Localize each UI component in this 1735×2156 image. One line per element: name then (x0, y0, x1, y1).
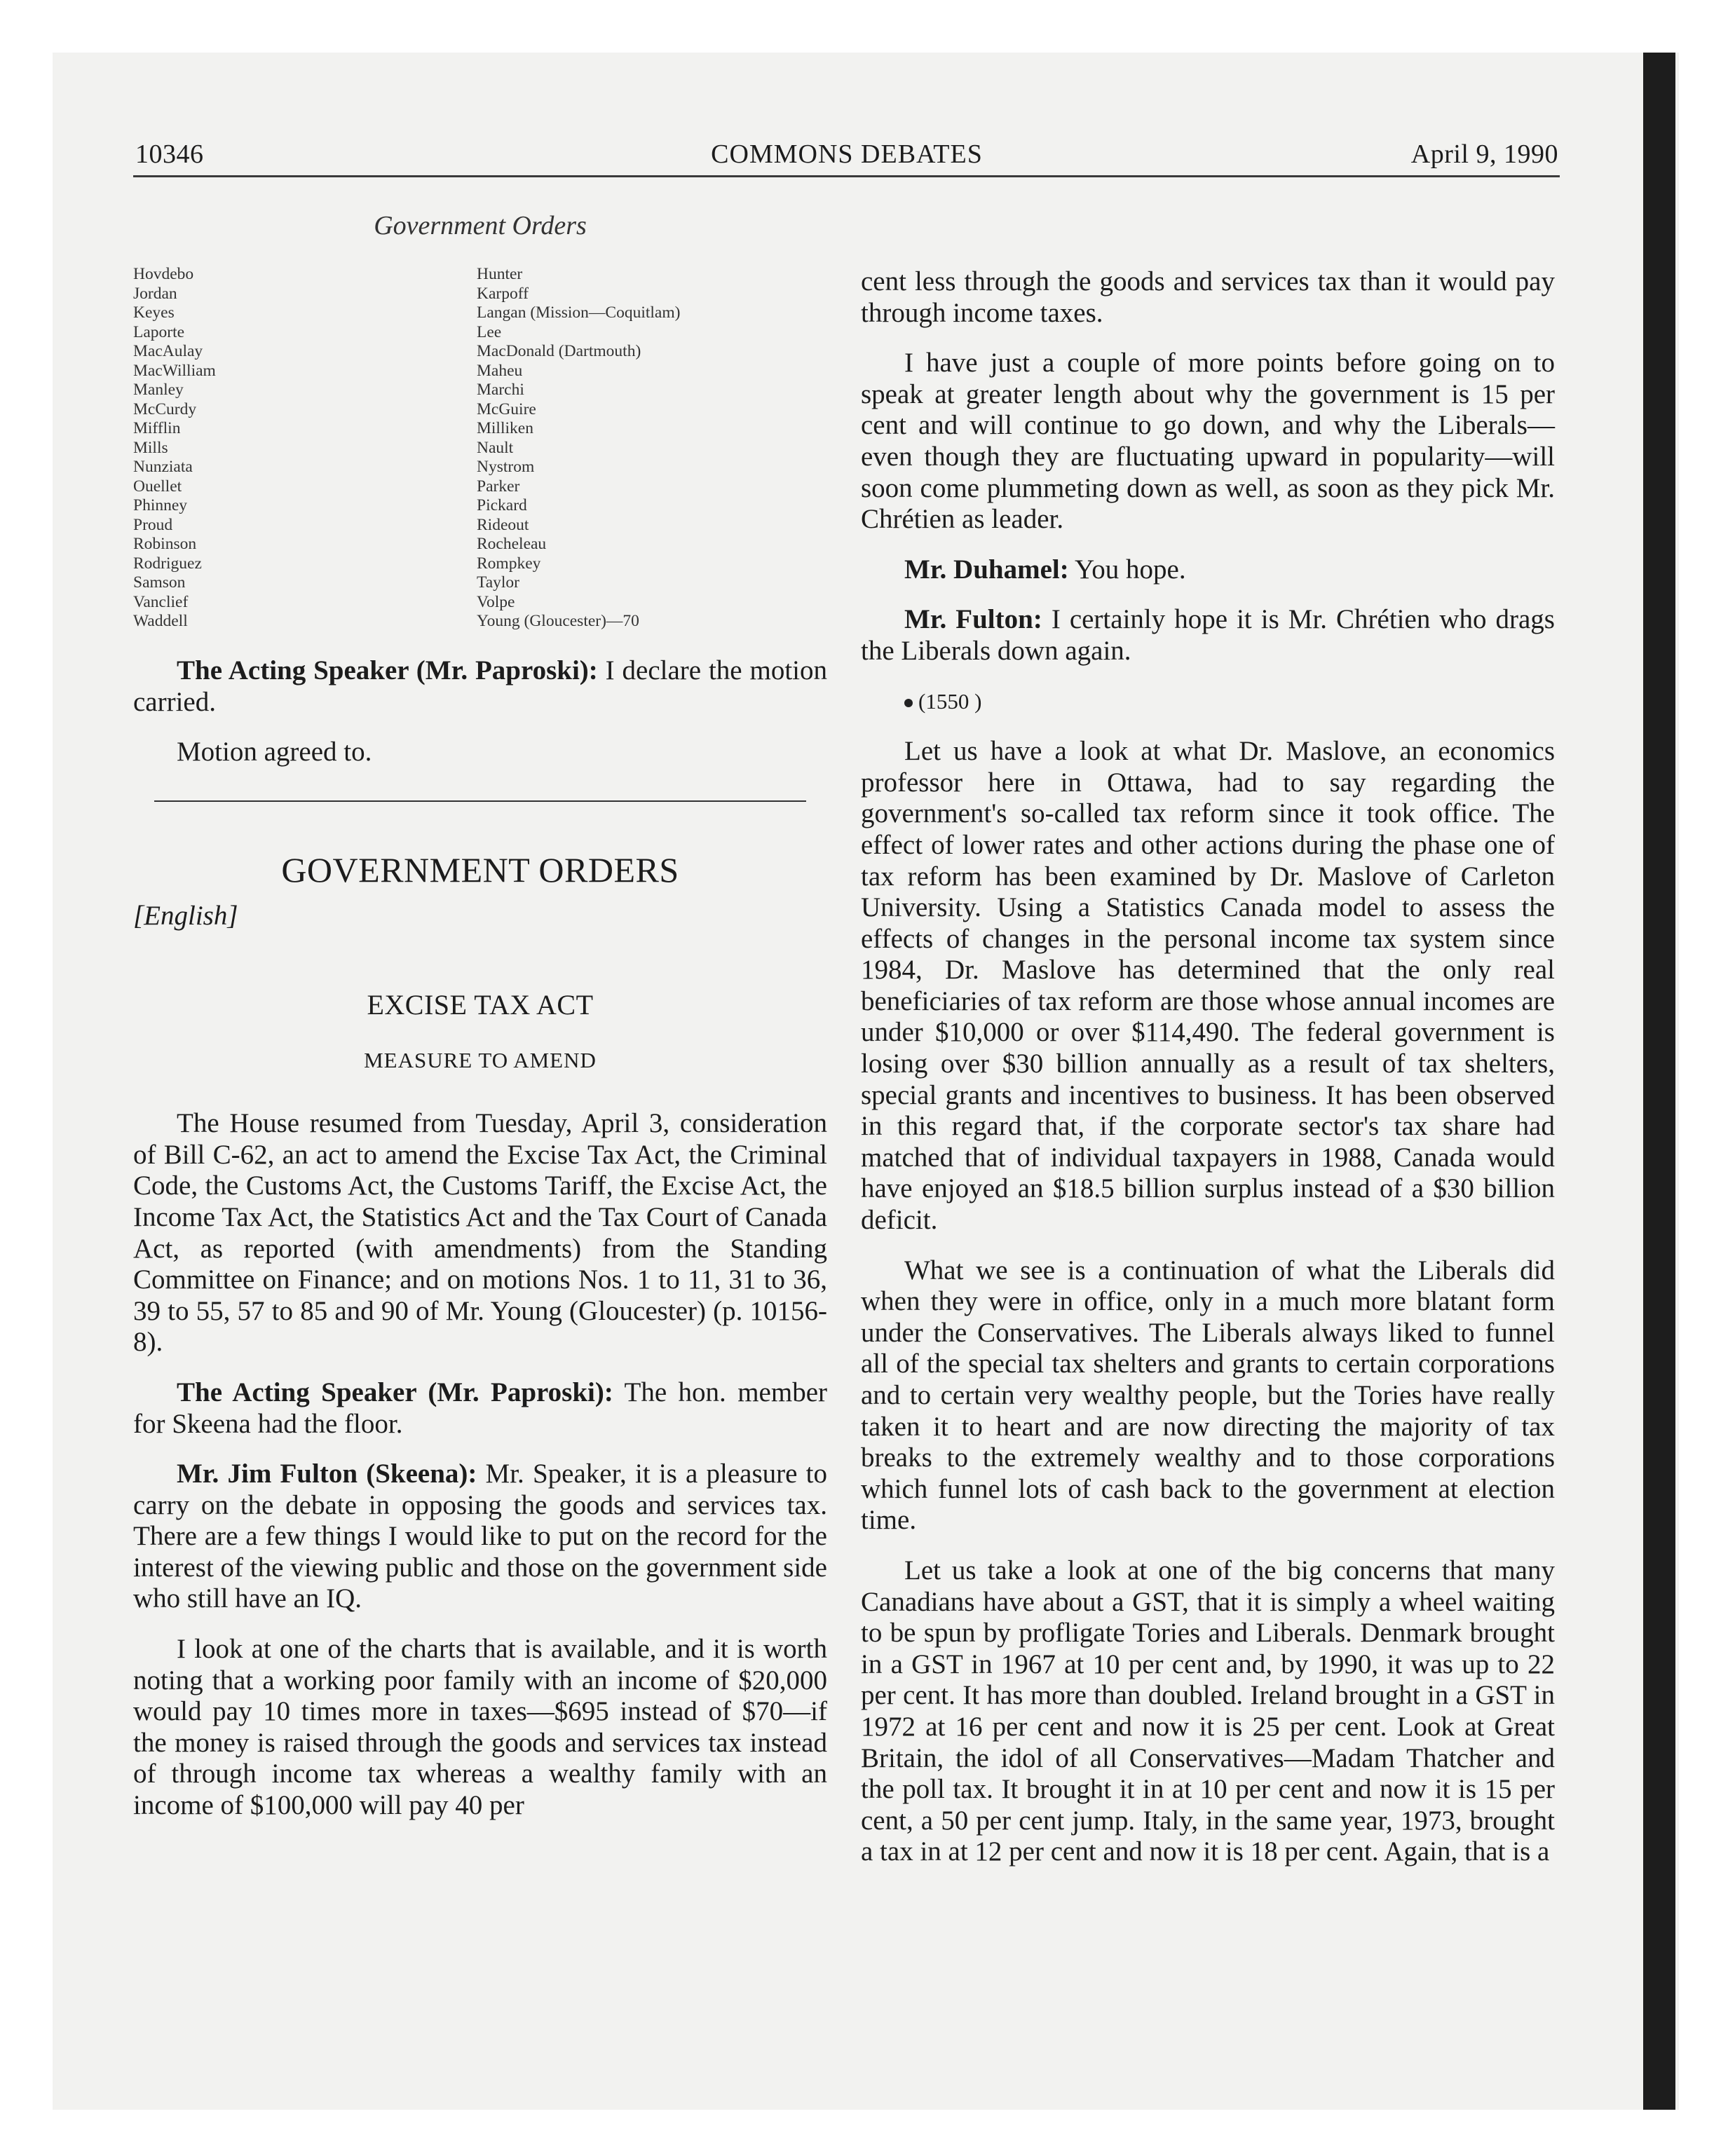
vote-name: Nault (477, 438, 514, 457)
vote-names-column-2 (477, 265, 680, 632)
vote-name: Nystrom (477, 458, 535, 476)
vote-name: Parker (477, 477, 520, 496)
page-header (135, 139, 1558, 172)
bill-subheading: MEASURE TO AMEND (364, 1047, 597, 1072)
speaker-name: Mr. Jim Fulton (Skeena): (177, 1459, 477, 1489)
vote-name: Rocheleau (477, 535, 547, 553)
vote-name: Karpoff (477, 284, 529, 303)
vote-name: Waddell (133, 612, 188, 630)
main-heading: GOVERNMENT ORDERS (281, 850, 679, 889)
page-number: 10346 (135, 139, 204, 169)
speech-paragraph (861, 604, 1555, 667)
speech-paragraph (133, 1459, 827, 1615)
vote-name: Mifflin (133, 419, 181, 437)
section-heading: Government Orders (374, 211, 587, 240)
vote-name: Langan (Mission—Coquitlam) (477, 303, 681, 322)
vote-name: Pickard (477, 496, 527, 514)
section-divider (154, 800, 806, 802)
vote-name: Lee (477, 322, 502, 341)
vote-name: Manley (133, 381, 184, 399)
vote-name: Marchi (477, 381, 524, 399)
vote-name: Nunziata (133, 458, 193, 476)
left-column (133, 655, 827, 1841)
speech-paragraph (133, 1377, 827, 1440)
time-marker-text: (1550 ) (918, 688, 982, 714)
vote-name: Ouellet (133, 477, 182, 496)
vote-name: Maheu (477, 361, 523, 380)
vote-name: MacWilliam (133, 361, 216, 380)
right-column (861, 266, 1555, 1887)
speech-paragraph (861, 554, 1555, 586)
body-paragraph: I look at one of the charts that is available, and it is worth noting that a working poor family with an income of $20,000 would pay 10 times more in taxes—$695 instead of $70—if the money is raised through the goods and services tax instead of through income tax whereas a wealthy family with an income of $100,000 will pay 40 per (133, 1634, 827, 1821)
speech-text: You hope. (1068, 554, 1186, 585)
vote-name: McGuire (477, 400, 536, 418)
motion-result: Motion agreed to. (177, 737, 372, 767)
header-rule (133, 175, 1560, 177)
vote-name: Mills (133, 438, 168, 457)
vote-name: Phinney (133, 496, 188, 514)
continued-paragraph: cent less through the goods and services tax than it would pay through income taxes. (861, 266, 1555, 328)
vote-name: Vanclief (133, 592, 189, 611)
speaker-name: The Acting Speaker (Mr. Paproski): (177, 1377, 613, 1407)
speech-text: I certainly hope it is Mr. Chrétien who drags the Liberals down again. (861, 604, 1555, 666)
language-tag: [English] (133, 901, 238, 932)
vote-name: Hunter (477, 265, 523, 283)
speech-text: I declare the motion carried. (133, 655, 828, 717)
vote-name: Taylor (477, 573, 519, 592)
vote-name: Rompkey (477, 554, 541, 573)
speaker-name: Mr. Fulton: (904, 604, 1042, 635)
resumed-paragraph: The House resumed from Tuesday, April 3, consideration of Bill C-62, an act to amend the Excise Tax Act, the Criminal Code, the Customs Act, the Customs Tariff, the Excise Act, the Income Tax Act, the Statistics Act and the Tax Court of Canada Act, as reported (with amendments) from the Standing Committee on Finance; and on motions Nos. 1 to 11, 31 to 36, 39 to 55, 57 to 85 and 90 of Mr. Young (Gloucester) (p. 10156-8). (133, 1108, 827, 1358)
vote-name: Samson (133, 573, 186, 592)
vote-name: Hovdebo (133, 265, 194, 283)
vote-name: Proud (133, 515, 173, 534)
vote-name: Young (Gloucester)—70 (477, 612, 639, 630)
speaker-name: The Acting Speaker (Mr. Paproski): (177, 655, 598, 685)
scan-edge-bar (1643, 53, 1675, 2110)
vote-name: Rideout (477, 515, 529, 534)
speech-text: Mr. Speaker, it is a pleasure to carry on the debate in opposing the goods and services tax. There are a few things I would like to put on the record for the interest of the viewing public and those on the government side who still have an IQ. (133, 1459, 827, 1614)
vote-name: Milliken (477, 419, 533, 437)
body-paragraph: I have just a couple of more points before going on to speak at greater length about why the government is 15 per cent and will continue to go down, and why the Liberals—even though they are fluctuating upward in popularity—will soon come plummeting down as well, as soon as they pick Mr. Chrétien as leader. (861, 348, 1555, 535)
body-paragraph: Let us take a look at one of the big concerns that many Canadians have about a GST, that it is simply a wheel waiting to be spun by profligate Tories and Liberals. Denmark brought in a GST in 1967 at 10 per cent and, by 1990, it was up to 22 per cent. It has more than doubled. Ireland brought in a GST in 1972 at 16 per cent and now it is 25 per cent. Look at Great Britain, the idol of all Conservatives—Madam Thatcher and the poll tax. It brought it in at 10 per cent and now it is 15 per cent, a 50 per cent jump. Italy, in the same year, 1973, brought a tax in at 12 per cent and now it is 18 per cent. Again, that is a (861, 1555, 1555, 1867)
vote-name: Jordan (133, 284, 177, 303)
time-marker (861, 686, 1555, 718)
speaker-name: Mr. Duhamel: (904, 554, 1069, 585)
publication-title: COMMONS DEBATES (711, 139, 983, 169)
vote-name: Rodriguez (133, 554, 202, 573)
vote-name: Keyes (133, 303, 175, 322)
speech-text: The hon. member for Skeena had the floor. (133, 1377, 827, 1439)
bill-heading: EXCISE TAX ACT (367, 988, 594, 1021)
speech-paragraph (133, 655, 827, 718)
vote-name: Laporte (133, 322, 185, 341)
body-paragraph: Let us have a look at what Dr. Maslove, an economics professor here in Ottawa, had to say regarding the government's so-called tax reform since it took office. The effect of lower rates and other actions during the phase one of tax reform has been examined by Dr. Maslove of Carleton University. Using a Statistics Canada model to assess the effects of changes in the personal income tax system since 1984, Dr. Maslove has determined that the only real beneficiaries of tax reform are those whose annual incomes are under $10,000 or over $114,490. The federal government is losing over $30 billion annually as a result of tax shelters, special grants and incentives to business. It has been observed in this regard that, if the corporate sector's tax share had matched that of individual taxpayers in 1988, Canada would have enjoyed an $18.5 billion surplus instead of a $30 billion deficit. (861, 736, 1555, 1236)
vote-name: Robinson (133, 535, 197, 553)
vote-names-column-1 (133, 265, 216, 632)
vote-name: Volpe (477, 592, 515, 611)
bullet-icon (904, 699, 913, 707)
page-date: April 9, 1990 (1410, 139, 1558, 169)
body-paragraph: What we see is a continuation of what the Liberals did when they were in office, only in a much more blatant form under the Conservatives. The Liberals always liked to funnel all of the special tax shelters and grants to certain corporations and to certain very wealthy people, but the Tories have really taken it to heart and are now directing the majority of tax breaks to the extremely wealthy and to those corporations which funnel lots of cash back to the government at election time. (861, 1255, 1555, 1536)
vote-name: MacDonald (Dartmouth) (477, 342, 641, 360)
vote-name: MacAulay (133, 342, 203, 360)
vote-name: McCurdy (133, 400, 197, 418)
